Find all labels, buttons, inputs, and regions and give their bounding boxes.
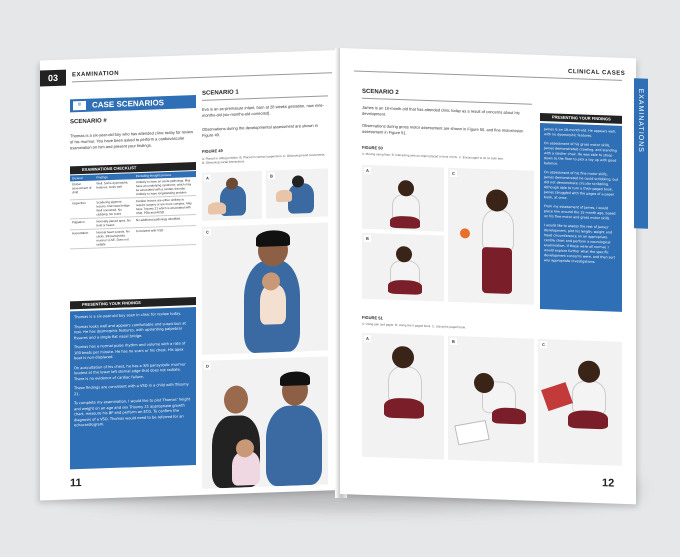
toddler-head: [392, 346, 414, 369]
table-cell: Palpation: [70, 218, 94, 230]
turban: [256, 230, 290, 247]
finding-paragraph: Thomas is a six-year-old boy seen in clinic for review today.: [74, 311, 181, 320]
scenario2-title: SCENARIO 2: [362, 88, 399, 97]
findings-box-right: [540, 123, 622, 312]
finding-paragraph: On assessment of his gross motor skills, James demonstrated crawling, and standing with a stroller chair. He was able to stoop down to the floor to pick a toy up with good balance.: [544, 141, 617, 166]
figure49-caption: A: Placed in sitting position. B: Placed in ventral suspension. C: Observing hand movements. D: Observing social interactions.: [202, 152, 326, 165]
toddler-head: [474, 373, 494, 394]
scenario2-observations: Observations during gross motor assessment are shown in Figure 50, and fine motor/vision assessment in Figure 51.: [362, 122, 524, 136]
page-number-left: 11: [70, 477, 82, 490]
toddler-trousers: [482, 247, 512, 294]
table-cell: Auscultation: [70, 229, 94, 249]
figure51-title: FIGURE 51: [362, 314, 383, 321]
checklist-col-findings: Findings: [94, 173, 133, 180]
figure49-photo-c: [202, 222, 328, 354]
table-cell: Consistent with VSD: [134, 226, 196, 247]
table-cell: Normally placed apex, No thrill or heave: [94, 217, 133, 229]
finding-paragraph: Thomas looks well and appears comfortable and suspicious at rest. He has dysmorphic features, with upslanting palpebral fissures and a single flat nasal bridge.: [74, 320, 186, 340]
table-cell: Scattering pigment lesions. Flat nasal bridge. Well nourished. No clubbing. No scars: [94, 198, 133, 218]
examinations-side-tab: [634, 78, 648, 228]
scenario-hash-title: SCENARIO #: [70, 118, 107, 126]
scenario2-divider: [362, 98, 532, 105]
figure49-title: FIGURE 49: [202, 148, 223, 154]
photo-label: A: [204, 175, 211, 182]
examinations-checklist: [70, 171, 196, 249]
page-header-title-right: CLINICAL CASES: [568, 68, 626, 77]
toddler-head: [396, 246, 412, 263]
finding-paragraph: James is an 18-month-old. He appears well, with no dysmorphic features.: [544, 127, 616, 138]
scenario2-text: James is an 18-month-old that has attended clinic today as a result of concerns about his development.: [362, 104, 520, 117]
right-page: [340, 48, 644, 504]
checklist-col-general: General: [70, 175, 94, 182]
picture-book: [541, 382, 573, 411]
photo-label: A: [364, 335, 371, 342]
toddler-trousers: [390, 216, 420, 229]
finding-paragraph: I would like to assess the rest of James' development, plot his length, weight and head circumference on an appropriate centile chart and perform a neurological examination. If these were all normal, I would explore further what the specific development concerns were, and then sort any appropriate investigations.: [544, 223, 616, 264]
scenario1-divider: [202, 95, 328, 100]
case-icon: ≡: [73, 101, 86, 110]
scenario1-observations: Observations during the developmental assessment are shown in Figure 49.: [202, 122, 318, 138]
photo-label: A: [364, 167, 371, 174]
table-cell: Cardiac lesions are either unlikely to require surgery or are more complex. May have Trisomy 21 which is associated with VSD, PDA and AVSD: [134, 196, 196, 217]
figure50-caption: A: Moving along floor. B: Interacting with an object placed in front of him. C: Encouraged to sit on both feet.: [362, 151, 504, 161]
photo-label: C: [204, 229, 211, 236]
orange-ball: [460, 228, 470, 238]
finding-paragraph: On auscultation of his chest, he has a 3/6 pansystolic murmur loudest at the lower left sternal edge that does not radiate. There is no evidence of cardiac failure.: [74, 361, 186, 381]
figure50-photo-b: [362, 233, 444, 302]
table-cell: Global assessment of child: [70, 181, 94, 200]
turban: [280, 371, 310, 386]
mother-head: [224, 385, 248, 414]
figure50-photo-c: [448, 168, 534, 305]
finding-paragraph: To complete my examination, I would like to plot Thomas' height and weight on an age and sex Trisomy 21 appropriate growth chart, measure his BP and perform an ECG. To confirm the diagnosis of a VSD, Thomas would need to be referred for an echocardiogram.: [74, 397, 191, 428]
side-tab-label: EXAMINATIONS: [637, 88, 644, 154]
findings-box-left: [70, 307, 196, 469]
findings-title-left: PRESENTING YOUR FINDINGS: [82, 299, 141, 308]
table-cell: Normal heart sounds. No clicks. 3/6 pansystolic murmur LLSE. Does not radiate: [94, 228, 133, 248]
table-cell: Inspection: [70, 199, 94, 219]
findings-header-right: [540, 113, 622, 124]
figure51-photo-b: [448, 336, 534, 463]
photo-label: B: [268, 172, 275, 179]
checklist-title: EXAMINATIONS CHECKLIST: [82, 165, 137, 173]
finding-paragraph: From my assessment of James, I would place him around the 15 month age, based on his fine motor and gross motor skills.: [544, 204, 616, 221]
figure49-photo-a: [202, 171, 262, 221]
photo-label: B: [450, 338, 457, 345]
page-number-right: 12: [602, 477, 615, 490]
page-header-title: EXAMINATION: [72, 70, 120, 79]
toddler-trousers: [492, 407, 526, 424]
figure50-title: FIGURE 50: [362, 144, 383, 151]
photo-label: B: [364, 235, 371, 242]
toddler-trousers: [384, 398, 424, 419]
photo-label: C: [450, 170, 457, 177]
table-cell: Unlikely to have an acute pathology. May have an underlying syndrome, which may be associated with a cardiac disorder. Unlikely to have longstanding problem: [134, 177, 196, 198]
toddler-trousers: [568, 410, 608, 429]
table-row: [70, 226, 196, 249]
table-cell: No additional pathology identified: [134, 215, 196, 228]
scenario1-text: Eva is an ex-premature infant, born at 28 weeks gestation, now nine-months-old (six-months-old corrected).: [202, 102, 324, 118]
page-header-number: 03: [40, 70, 66, 87]
left-page: [40, 50, 340, 500]
figure51-photo-c: [538, 339, 622, 466]
case-scenarios-banner: [70, 95, 196, 112]
infant-figure: [276, 190, 292, 203]
toddler-trousers: [388, 280, 422, 295]
toddler-head: [486, 189, 508, 212]
figure50-photo-a: [362, 165, 444, 232]
figure51-photo-a: [362, 333, 444, 460]
toddler-head: [398, 180, 414, 197]
photo-label: D: [204, 363, 211, 370]
table-cell: Well. Some dysmorphic features, looks well: [94, 179, 133, 199]
finding-paragraph: These findings are consistent with a VSD in a child with Trisomy 21.: [74, 382, 189, 396]
case-scenarios-title: CASE SCENARIOS: [92, 98, 165, 110]
infant-figure: [208, 202, 226, 215]
paper-sheet: [454, 420, 489, 445]
clinician-figure: [266, 405, 322, 487]
figure51-caption: A: Using pen and paper. B: Using the 6 paged book. C: Using the paged book.: [362, 321, 466, 330]
findings-title-right: PRESENTING YOUR FINDINGS: [552, 114, 611, 122]
toddler-head: [578, 360, 600, 383]
scenario1-title: SCENARIO 1: [202, 89, 239, 97]
photo-label: C: [540, 341, 547, 348]
figure49-photo-d: [202, 356, 328, 488]
finding-paragraph: On assessment of his fine motor skills, James demonstrated he could scribbling, but did not demonstrate circular scribbling. Although able to turn a thick-paged book, James struggled with the pages of a paper book, at once.: [544, 170, 618, 200]
scenario-intro: Thomas is a six-year-old boy who has attended clinic today for review of his murmur. You have been asked to perform a cardiovascular examination on him and present your findings.: [70, 129, 194, 151]
figure49-photo-b: [266, 168, 328, 218]
finding-paragraph: Thomas has a normal pulse rhythm and volume with a rate of 100 beats per minute. He has no scars or his chest. His apex beat is non-displaced.: [74, 341, 186, 361]
checklist-col-thought: Excluding thought process: [134, 171, 196, 179]
toddler-figure: [482, 209, 514, 252]
